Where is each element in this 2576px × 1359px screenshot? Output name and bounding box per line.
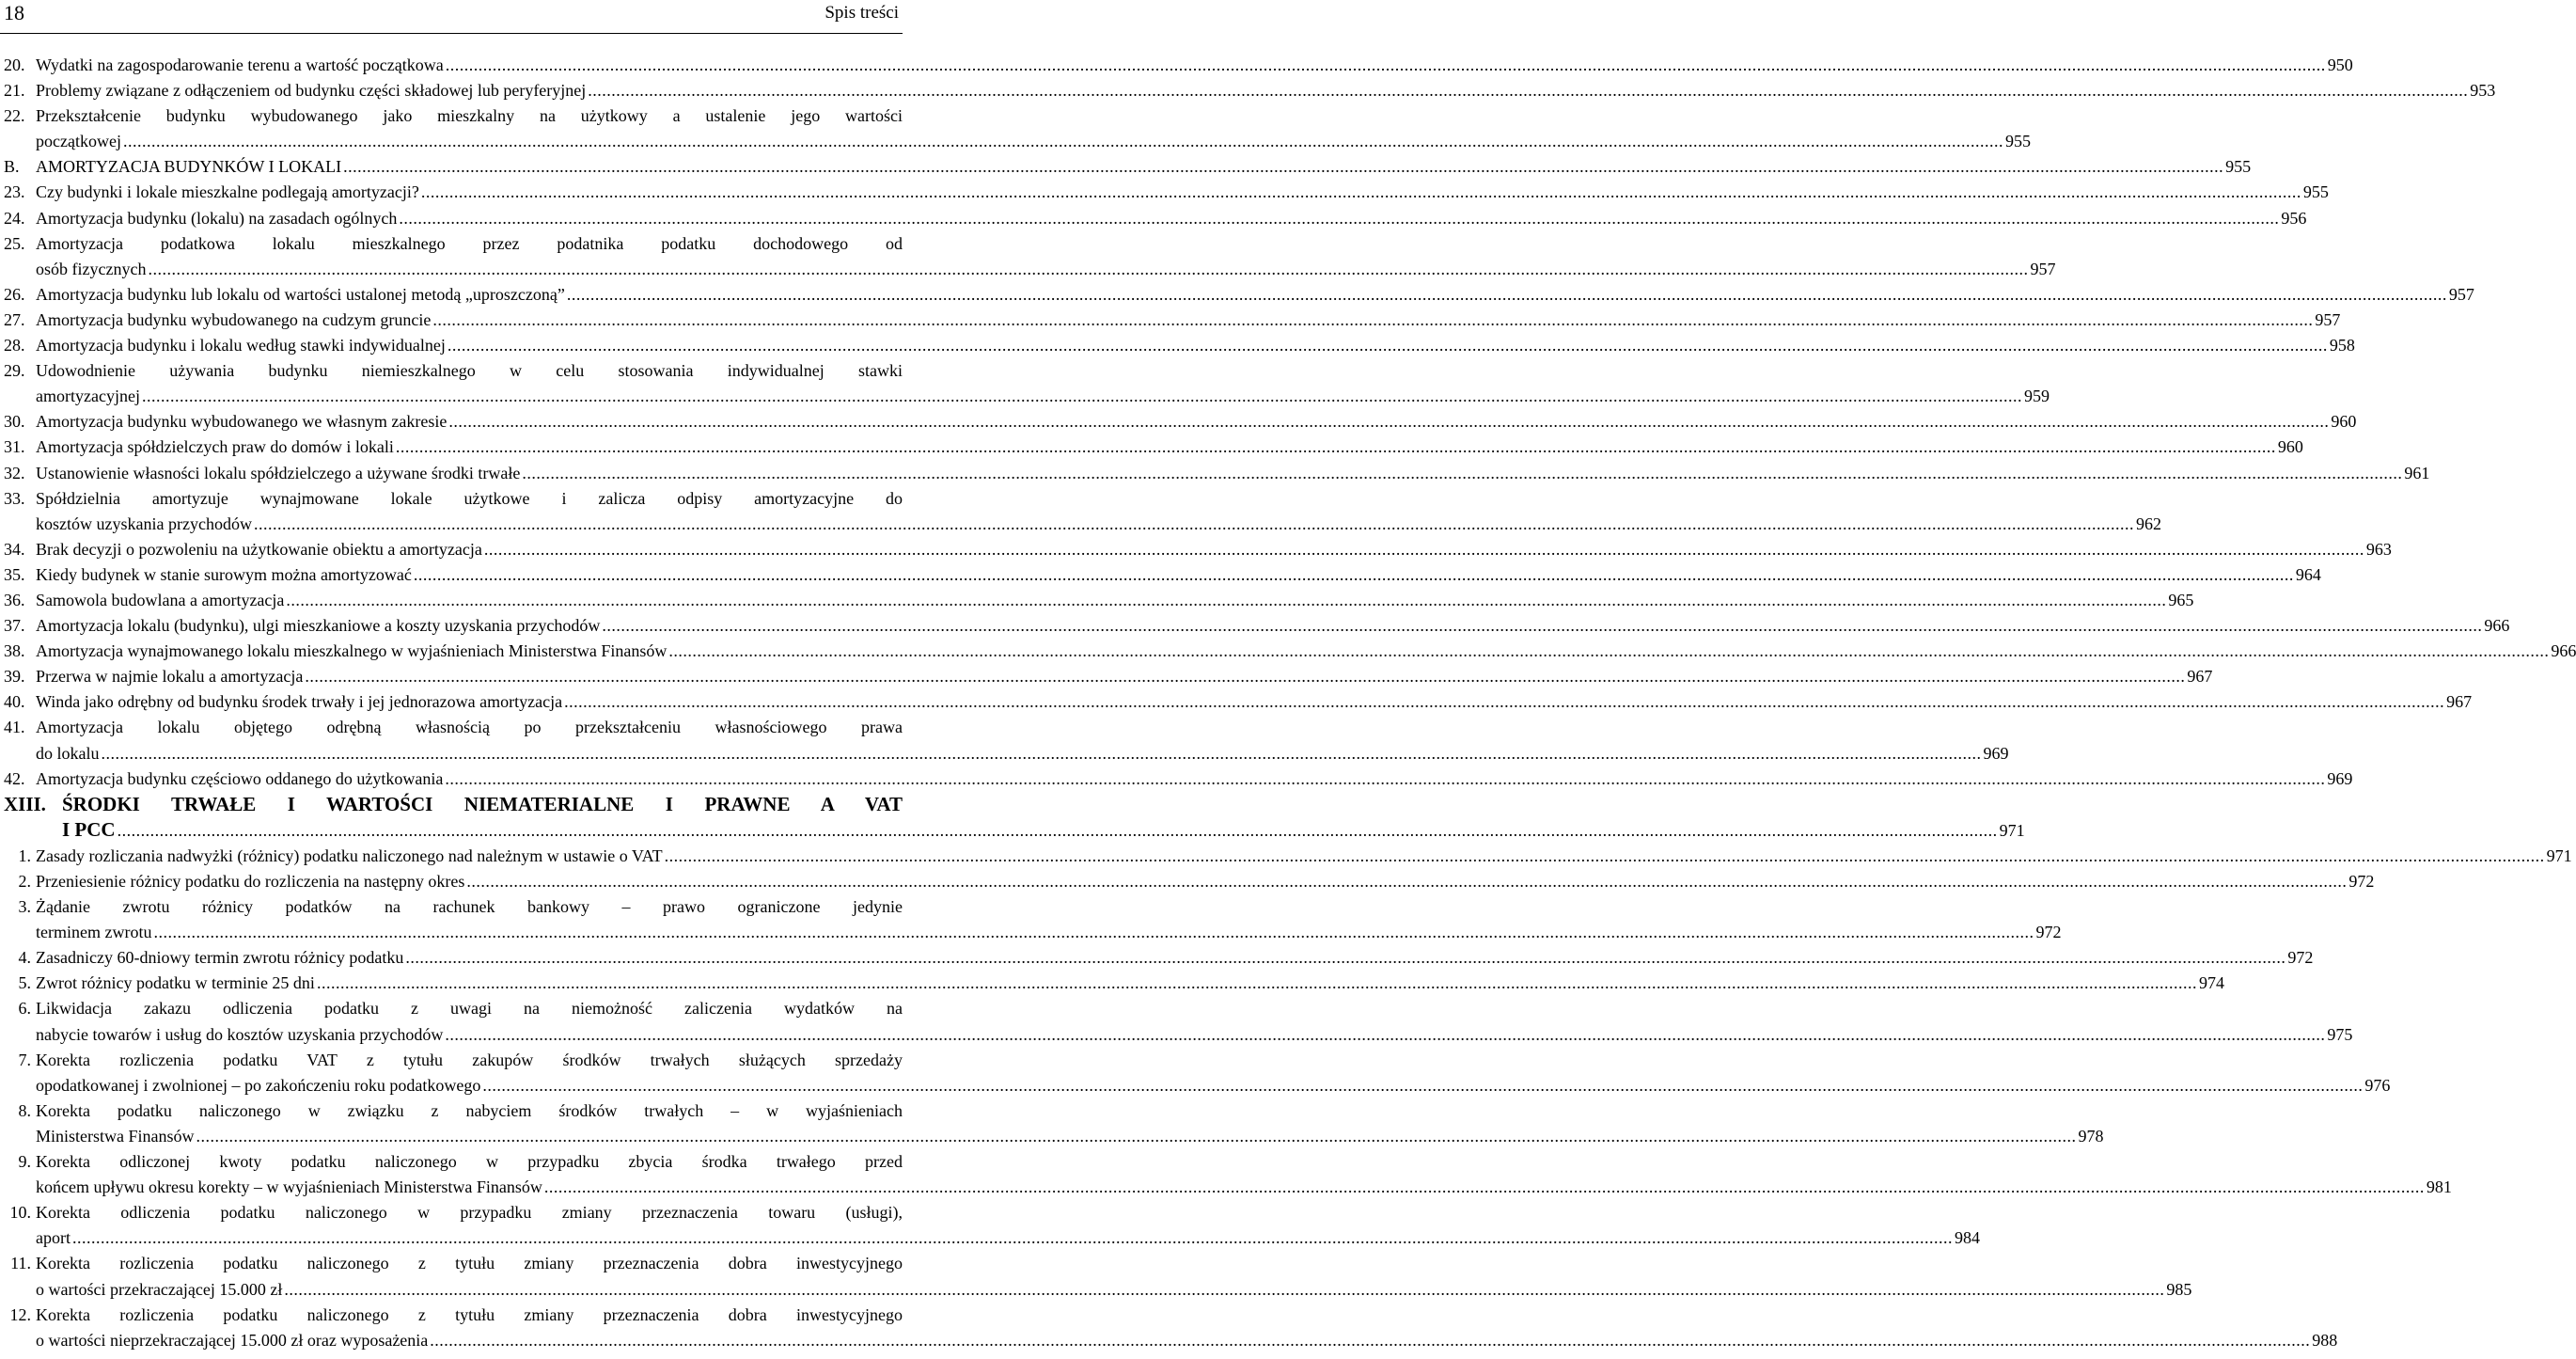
toc-entry-title: początkowej	[36, 132, 121, 151]
toc-entry	[0, 844, 2572, 869]
toc-entry-last-line	[36, 384, 2050, 409]
dot-leader: ................................................................................................................................................................................................................................................................................................................................................................................................................	[305, 667, 2186, 687]
toc-entry-title: Samowola budowlana a amortyzacja	[36, 590, 285, 609]
toc-entry-title: końcem upływu okresu korekty – w wyjaśnieniach Ministerstwa Finansów	[36, 1177, 542, 1197]
toc-entry-page: 957	[2315, 309, 2341, 329]
dot-leader: ................................................................................................................................................................................................................................................................................................................................................................................................................	[253, 514, 2134, 533]
toc-entry-last-line	[36, 78, 2496, 103]
toc-entry-number: 39.	[4, 667, 25, 687]
toc-entry-page: 974	[2198, 973, 2224, 993]
toc-entry-last-line	[36, 766, 2353, 792]
dot-leader: ................................................................................................................................................................................................................................................................................................................................................................................................................	[141, 387, 2022, 406]
dot-leader: ................................................................................................................................................................................................................................................................................................................................................................................................................	[445, 1024, 2326, 1044]
toc-entry-last-line	[36, 282, 2474, 308]
toc-entry-last-line	[36, 689, 2473, 715]
toc-entry-last-line	[36, 1277, 2192, 1303]
page-number: 18	[4, 1, 24, 24]
toc-entry-title: Przerwa w najmie lokalu a amortyzacja	[36, 667, 304, 687]
toc-entry-title-line: Spółdzielnia amortyzuje wynajmowane lokale użytkowe i zalicza odpisy amortyzacyjne do	[36, 488, 903, 508]
dot-leader: ................................................................................................................................................................................................................................................................................................................................................................................................................	[466, 872, 2348, 891]
toc-entry-number: 32.	[4, 463, 25, 482]
toc-entry	[0, 308, 2341, 333]
toc-entry	[0, 231, 2056, 282]
dot-leader: ................................................................................................................................................................................................................................................................................................................................................................................................................	[522, 463, 2403, 482]
toc-entry-last-line	[36, 512, 2161, 537]
toc-entry-title: Amortyzacja budynku (lokalu) na zasadach ogólnych	[36, 208, 398, 228]
toc-entry	[0, 206, 2307, 231]
toc-entry-page: 978	[2078, 1126, 2104, 1146]
toc-entry-number: B.	[4, 157, 20, 177]
toc-entry-number: 1.	[18, 845, 31, 865]
toc-entry-title: Zasady rozliczania nadwyżki (różnicy) podatku naliczonego nad należnym w ustawie o VAT	[36, 845, 663, 865]
toc-entry-number: 34.	[4, 539, 25, 559]
toc-entry	[0, 996, 2353, 1047]
toc-entry-number: 42.	[4, 768, 25, 788]
toc-entry-page: 985	[2166, 1279, 2192, 1299]
toc-entry	[0, 766, 2353, 792]
toc-entry-title: Amortyzacja lokalu (budynku), ulgi mieszkaniowe a koszty uzyskania przychodów	[36, 616, 601, 636]
dot-leader: ................................................................................................................................................................................................................................................................................................................................................................................................................	[284, 1279, 2165, 1299]
toc-entry-page: 988	[2312, 1330, 2338, 1350]
dot-leader: ................................................................................................................................................................................................................................................................................................................................................................................................................	[448, 412, 2330, 432]
toc-entry-number: 9.	[18, 1152, 31, 1172]
toc-entry-last-line	[36, 461, 2430, 486]
toc-entry-title: Kiedy budynek w stanie surowym można amortyzować	[36, 564, 412, 584]
toc-entry	[0, 562, 2321, 588]
toc-entry-title: Zasadniczy 60-dniowy termin zwrotu różnicy podatku	[36, 948, 404, 968]
dot-leader: ................................................................................................................................................................................................................................................................................................................................................................................................................	[588, 81, 2469, 101]
toc-entry-page: 971	[2546, 845, 2572, 865]
toc-entry-page: 956	[2281, 208, 2307, 228]
toc-entry-page: 966	[2484, 616, 2510, 636]
toc-entry-number: 37.	[4, 616, 25, 636]
toc-entry-number: 41.	[4, 718, 25, 737]
toc-section-heading	[0, 792, 2025, 844]
toc-entry-page: 984	[1954, 1228, 1980, 1248]
dot-leader: ................................................................................................................................................................................................................................................................................................................................................................................................................	[543, 1177, 2425, 1197]
toc-entry-page: 955	[2004, 132, 2031, 151]
toc-entry-number: 4.	[18, 948, 31, 968]
toc-entry-page: 960	[2331, 412, 2357, 432]
toc-entry-last-line	[36, 257, 2056, 282]
dot-leader: ................................................................................................................................................................................................................................................................................................................................................................................................................	[153, 923, 2034, 942]
toc-entry-number: 29.	[4, 361, 25, 381]
toc-entry-title: Amortyzacja budynku lub lokalu od wartości ustalonej metodą „uproszczoną”	[36, 284, 565, 304]
dot-leader: ................................................................................................................................................................................................................................................................................................................................................................................................................	[117, 820, 1998, 840]
toc-entry-page: 961	[2404, 463, 2430, 482]
dot-leader: ................................................................................................................................................................................................................................................................................................................................................................................................................	[432, 309, 2314, 329]
toc-entry	[0, 461, 2430, 486]
toc-entry	[0, 78, 2496, 103]
dot-leader: ................................................................................................................................................................................................................................................................................................................................................................................................................	[71, 1228, 1953, 1248]
toc-entry-number: 40.	[4, 692, 25, 712]
toc-entry-last-line	[36, 1225, 1980, 1251]
toc-entry-page: 972	[2035, 923, 2062, 942]
toc-entry-page: 960	[2277, 437, 2303, 457]
toc-entry-number: 28.	[4, 336, 25, 356]
toc-entry-page: 953	[2470, 81, 2496, 101]
toc-entry-title-line: Żądanie zwrotu różnicy podatków na rachunek bankowy – prawo ograniczone jedynie	[36, 897, 903, 917]
toc-entry-last-line	[36, 1022, 2353, 1048]
dot-leader: ................................................................................................................................................................................................................................................................................................................................................................................................................	[445, 768, 2326, 788]
toc-entry-title: kosztów uzyskania przychodów	[36, 514, 252, 533]
page-header	[0, 0, 903, 28]
toc-entry-title-line: Korekta rozliczenia podatku naliczonego z tytułu zmiany przeznaczenia dobra inwestycyjnego	[36, 1304, 903, 1324]
toc-entry-title: Amortyzacja budynku wybudowanego na cudzym gruncie	[36, 309, 432, 329]
toc-entry-title: o wartości przekraczającej 15.000 zł	[36, 1279, 283, 1299]
toc-entry-page: 972	[2287, 948, 2314, 968]
toc-entry	[0, 689, 2473, 715]
toc-entry-last-line	[36, 741, 2009, 766]
toc-entry-number: 36.	[4, 590, 25, 609]
toc-entry-title-line: Udowodnienie używania budynku niemieszkalnego w celu stosowania indywidualnej stawki	[36, 361, 903, 381]
toc-entry-title-line: ŚRODKI TRWAŁE I WARTOŚCI NIEMATERIALNE I PRAWNE A VAT	[62, 792, 903, 815]
toc-entry	[0, 282, 2474, 308]
toc-entry-title-line: Korekta podatku naliczonego w związku z nabyciem środków trwałych – w wyjaśnieniach	[36, 1100, 903, 1120]
toc-entry-page: 966	[2551, 641, 2576, 661]
toc-entry-title: Amortyzacja budynku częściowo oddanego do użytkowania	[36, 768, 444, 788]
toc-entry-number: 30.	[4, 412, 25, 432]
toc-entry-last-line	[36, 409, 2357, 435]
dot-leader: ................................................................................................................................................................................................................................................................................................................................................................................................................	[101, 743, 1982, 763]
toc-entry	[0, 1098, 2104, 1149]
dot-leader: ................................................................................................................................................................................................................................................................................................................................................................................................................	[196, 1126, 2077, 1146]
toc-entry-title: osób fizycznych	[36, 259, 147, 278]
toc-entry-page: 957	[2030, 259, 2056, 278]
toc-entry-title: Amortyzacja spółdzielczych praw do domów i lokali	[36, 437, 394, 457]
toc-entry-last-line	[36, 639, 2576, 664]
toc-entry-number: 6.	[18, 999, 31, 1019]
toc-entry-page: 958	[2329, 336, 2355, 356]
toc-entry-title: Brak decyzji o pozwoleniu na użytkowanie obiektu a amortyzacja	[36, 539, 482, 559]
dot-leader: ................................................................................................................................................................................................................................................................................................................................................................................................................	[122, 132, 2003, 151]
dot-leader: ................................................................................................................................................................................................................................................................................................................................................................................................................	[602, 616, 2483, 636]
toc-entry-number: 33.	[4, 488, 25, 508]
toc-entry	[0, 1251, 2192, 1302]
toc-entry	[0, 333, 2355, 358]
toc-entry-number: 5.	[18, 973, 31, 993]
toc-entry-title-line: Korekta rozliczenia podatku naliczonego z tytułu zmiany przeznaczenia dobra inwestycyjnego	[36, 1254, 903, 1273]
toc-entry-title: do lokalu	[36, 743, 100, 763]
toc-entry	[0, 486, 2161, 537]
toc-entry-page: 967	[2446, 692, 2473, 712]
dot-leader: ................................................................................................................................................................................................................................................................................................................................................................................................................	[564, 692, 2445, 712]
toc-entry-title: Zwrot różnicy podatku w terminie 25 dni	[36, 973, 315, 993]
toc-entry	[0, 971, 2224, 996]
dot-leader: ................................................................................................................................................................................................................................................................................................................................................................................................................	[447, 336, 2328, 356]
toc-entry-last-line	[36, 180, 2329, 205]
toc-entry-last-line	[36, 206, 2307, 231]
toc-entry-title-line: Korekta odliczonej kwoty podatku naliczonego w przypadku zbycia środka trwałego przed	[36, 1152, 903, 1172]
toc-entry-page: 955	[2225, 157, 2252, 177]
toc-entry-number: 27.	[4, 309, 25, 329]
toc-entry-page: 981	[2426, 1177, 2452, 1197]
toc-entry-number: 25.	[4, 233, 25, 253]
toc-entry	[0, 1149, 2452, 1200]
toc-entry	[0, 435, 2303, 460]
toc-entry-number: 38.	[4, 641, 25, 661]
dot-leader: ................................................................................................................................................................................................................................................................................................................................................................................................................	[148, 259, 2029, 278]
toc-entry-page: 971	[1999, 820, 2025, 840]
toc-entry	[0, 103, 2031, 154]
toc-entry-last-line	[36, 333, 2355, 358]
toc-entry	[0, 894, 2062, 945]
toc-entry-page: 972	[2348, 872, 2375, 891]
toc-entry-title: I PCC	[62, 817, 116, 841]
toc-entry	[0, 715, 2009, 766]
toc-entry-title: AMORTYZACJA BUDYNKÓW I LOKALI	[36, 157, 342, 177]
dot-leader: ................................................................................................................................................................................................................................................................................................................................................................................................................	[343, 157, 2224, 177]
toc-entry	[0, 358, 2050, 409]
toc-entry-title-line: Amortyzacja podatkowa lokalu mieszkalnego przez podatnika podatku dochodowego od	[36, 233, 903, 253]
toc-entry-last-line	[36, 562, 2321, 588]
toc-entry-title-line: Przekształcenie budynku wybudowanego jako mieszkalny na użytkowy a ustalenie jego wartości	[36, 106, 903, 126]
toc-entry-title: Amortyzacja budynku i lokalu według stawki indywidualnej	[36, 336, 446, 356]
toc-entry-last-line	[36, 613, 2510, 639]
toc-entry-page: 967	[2187, 667, 2213, 687]
toc-entry-number: 8.	[18, 1100, 31, 1120]
toc-entry-title: aport	[36, 1228, 71, 1248]
toc-entry-page: 950	[2327, 55, 2353, 74]
dot-leader: ................................................................................................................................................................................................................................................................................................................................................................................................................	[482, 1075, 2364, 1095]
dot-leader: ................................................................................................................................................................................................................................................................................................................................................................................................................	[420, 182, 2301, 202]
toc-entry-last-line	[36, 1328, 2338, 1353]
toc-entry-title: Ustanowienie własności lokalu spółdzielczego a używane środki trwałe	[36, 463, 521, 482]
toc-entry-page: 963	[2365, 539, 2392, 559]
dot-leader: ................................................................................................................................................................................................................................................................................................................................................................................................................	[395, 437, 2276, 457]
toc-entry	[0, 180, 2329, 205]
toc-entry-number: 3.	[18, 897, 31, 917]
toc-entry-number: 20.	[4, 55, 25, 74]
toc-entry	[0, 409, 2357, 435]
toc-entry-page: 962	[2135, 514, 2161, 533]
toc-entry-last-line	[36, 129, 2031, 154]
toc-entry-page: 965	[2168, 590, 2194, 609]
toc-entry-title: terminem zwrotu	[36, 923, 152, 942]
toc-entry-title-line: Korekta odliczenia podatku naliczonego w przypadku zmiany przeznaczenia towaru (usługi),	[36, 1203, 903, 1223]
toc-entry-last-line	[36, 920, 2062, 945]
toc-entry-last-line	[36, 154, 2252, 180]
toc-entry-page: 969	[1983, 743, 2009, 763]
toc-entry-last-line	[36, 1073, 2391, 1098]
toc-entry-page: 957	[2448, 284, 2474, 304]
toc-entry-number: 26.	[4, 284, 25, 304]
toc-entry-title: nabycie towarów i usług do kosztów uzyskania przychodów	[36, 1024, 444, 1044]
dot-leader: ................................................................................................................................................................................................................................................................................................................................................................................................................	[668, 641, 2550, 661]
toc-entry	[0, 869, 2375, 894]
toc-entry-title-line: Likwidacja zakazu odliczenia podatku z uwagi na niemożność zaliczenia wydatków na	[36, 999, 903, 1019]
dot-leader: ................................................................................................................................................................................................................................................................................................................................................................................................................	[286, 590, 2167, 609]
toc-entry	[0, 1048, 2391, 1098]
toc-entry	[0, 53, 2353, 78]
dot-leader: ................................................................................................................................................................................................................................................................................................................................................................................................................	[445, 55, 2326, 74]
toc-entry-title: Amortyzacja wynajmowanego lokalu mieszkalnego w wyjaśnieniach Ministerstwa Finansów	[36, 641, 668, 661]
toc-entry-page: 969	[2327, 768, 2353, 788]
dot-leader: ................................................................................................................................................................................................................................................................................................................................................................................................................	[316, 973, 2197, 993]
running-head: Spis treści	[825, 3, 899, 23]
toc-entry-last-line	[36, 435, 2303, 460]
toc-entry-last-line	[36, 537, 2392, 562]
dot-leader: ................................................................................................................................................................................................................................................................................................................................................................................................................	[483, 539, 2364, 559]
toc-entry-title: o wartości nieprzekraczającej 15.000 zł oraz wyposażenia	[36, 1330, 429, 1350]
toc-entry-title: Problemy związane z odłączeniem od budynku części składowej lub peryferyjnej	[36, 81, 587, 101]
toc-entry	[0, 945, 2314, 971]
toc-entry-page: 959	[2023, 387, 2050, 406]
toc-entry-number: 21.	[4, 81, 25, 101]
toc-entry	[0, 1303, 2338, 1353]
dot-leader: ................................................................................................................................................................................................................................................................................................................................................................................................................	[399, 208, 2280, 228]
toc-entry-number: 31.	[4, 437, 25, 457]
toc-entry-number: 12.	[9, 1304, 31, 1324]
header-rule	[0, 33, 903, 34]
toc-entry-title-line: Korekta rozliczenia podatku VAT z tytułu zakupów środków trwałych służących sprzedaży	[36, 1050, 903, 1069]
toc-entry-last-line	[36, 664, 2213, 689]
toc-entry	[0, 588, 2194, 613]
toc-entry-last-line	[36, 53, 2353, 78]
dot-leader: ................................................................................................................................................................................................................................................................................................................................................................................................................	[664, 845, 2545, 865]
toc-entry-last-line	[36, 1175, 2452, 1200]
toc-entry-page: 975	[2327, 1024, 2353, 1044]
toc-entry-last-line	[36, 1124, 2104, 1149]
toc-entry-last-line	[36, 308, 2341, 333]
toc-entry-page: 964	[2295, 564, 2321, 584]
toc-entry	[0, 154, 2252, 180]
dot-leader: ................................................................................................................................................................................................................................................................................................................................................................................................................	[413, 564, 2294, 584]
toc-entry-number: 35.	[4, 564, 25, 584]
toc-entry	[0, 639, 2576, 664]
toc-entry-title: opodatkowanej i zwolnionej – po zakończeniu roku podatkowego	[36, 1075, 481, 1095]
dot-leader: ................................................................................................................................................................................................................................................................................................................................................................................................................	[405, 948, 2286, 968]
toc-entry-number: 2.	[18, 872, 31, 891]
toc-entry-page: 955	[2302, 182, 2329, 202]
toc-entry-title: Przeniesienie różnicy podatku do rozliczenia na następny okres	[36, 872, 465, 891]
toc-entry-number: 7.	[18, 1050, 31, 1069]
toc-entry-last-line	[36, 971, 2224, 996]
toc-entry-last-line	[62, 817, 2025, 844]
toc-entry-title: Winda jako odrębny od budynku środek trwały i jej jednorazowa amortyzacja	[36, 692, 563, 712]
toc-entry-title-line: Amortyzacja lokalu objętego odrębną własnością po przekształceniu własnościowego prawa	[36, 718, 903, 737]
toc-entry	[0, 613, 2510, 639]
toc-entry-title: Ministerstwa Finansów	[36, 1126, 195, 1146]
toc-entry-number: XIII.	[4, 792, 46, 815]
toc-entry-last-line	[36, 869, 2375, 894]
toc-entry-number: 23.	[4, 182, 25, 202]
toc-entry-number: 22.	[4, 106, 25, 126]
toc-entry-last-line	[36, 844, 2572, 869]
toc-entry-title: amortyzacyjnej	[36, 387, 140, 406]
table-of-contents	[0, 53, 2576, 1353]
toc-entry-last-line	[36, 588, 2194, 613]
toc-entry-number: 24.	[4, 208, 25, 228]
toc-entry	[0, 537, 2392, 562]
toc-entry-page: 976	[2364, 1075, 2391, 1095]
toc-entry-number: 10.	[9, 1203, 31, 1223]
toc-entry	[0, 1200, 1980, 1251]
toc-entry-title: Wydatki na zagospodarowanie terenu a wartość początkowa	[36, 55, 444, 74]
toc-entry-title: Czy budynki i lokale mieszkalne podlegają amortyzacji?	[36, 182, 419, 202]
toc-entry	[0, 664, 2213, 689]
toc-entry-title: Amortyzacja budynku wybudowanego we własnym zakresie	[36, 412, 448, 432]
dot-leader: ................................................................................................................................................................................................................................................................................................................................................................................................................	[566, 284, 2447, 304]
toc-entry-number: 11.	[10, 1254, 31, 1273]
dot-leader: ................................................................................................................................................................................................................................................................................................................................................................................................................	[430, 1330, 2311, 1350]
toc-entry-last-line	[36, 945, 2314, 971]
